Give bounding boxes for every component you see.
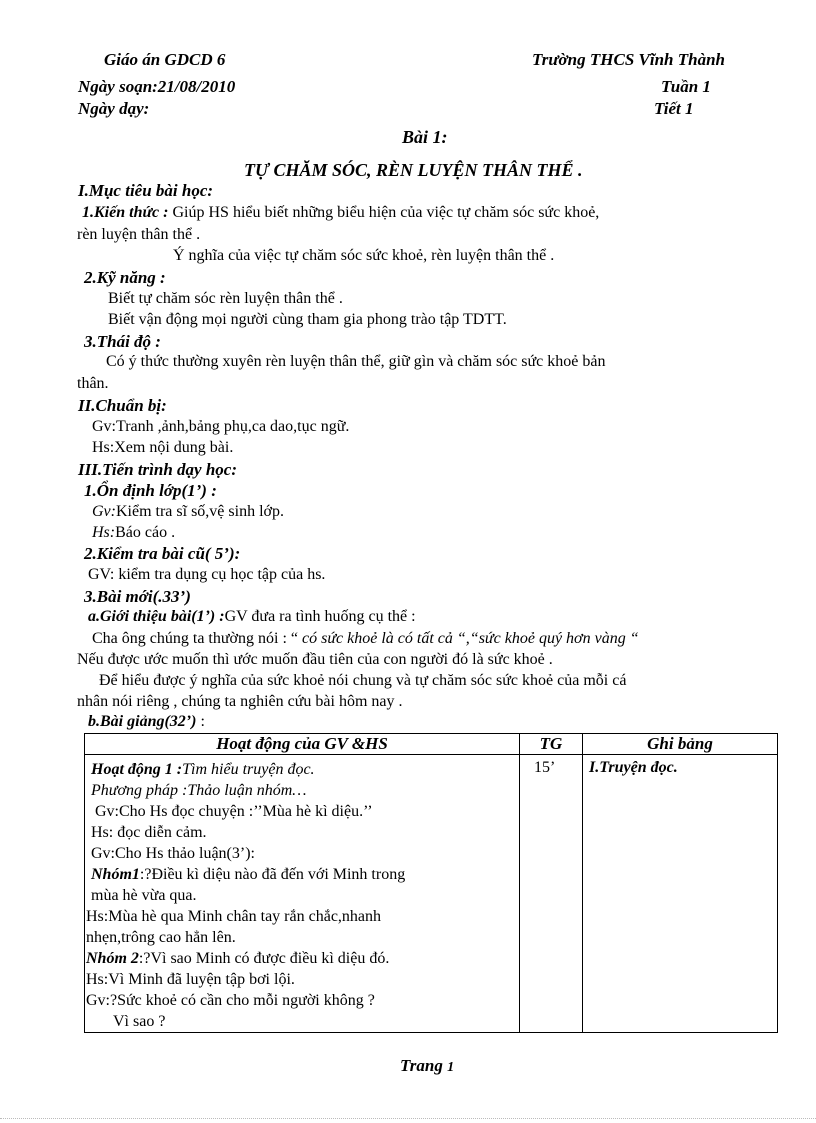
quote-line bbox=[92, 630, 639, 648]
lesson-number: Bài 1: bbox=[402, 127, 448, 147]
stabilize-gv bbox=[92, 503, 284, 521]
preparation-hs: Hs:Xem nội dung bài. bbox=[92, 439, 234, 456]
subject-title: Giáo án GDCD 6 bbox=[104, 50, 226, 69]
school-name: Trường THCS Vĩnh Thành bbox=[532, 50, 726, 69]
preparation-heading: II.Chuẩn bị: bbox=[78, 396, 167, 415]
purpose-line-1: Để hiểu được ý nghĩa của sức khoẻ nói chung và tự chăm sóc sức khoẻ của mỗi cá bbox=[99, 672, 627, 689]
stabilize-gv-text: Kiểm tra sĩ số,vệ sinh lớp. bbox=[115, 503, 284, 520]
objectives-heading: I.Mục tiêu bài học: bbox=[78, 181, 214, 200]
board-text: I.Truyện đọc. bbox=[589, 759, 678, 776]
activity-text: Tìm hiểu truyện đọc. bbox=[182, 761, 315, 778]
group1-text: :?Điều kì diệu nào đã đến với Minh trong bbox=[139, 866, 406, 883]
line-gv-discuss: Gv:Cho Hs thảo luận(3’): bbox=[91, 845, 255, 862]
quote-prefix: Cha ông chúng ta thường nói : “ bbox=[92, 630, 298, 647]
table-header-row bbox=[85, 734, 778, 755]
activity-label: Hoạt động 1 : bbox=[91, 761, 183, 778]
attitude-label: 3.Thái độ : bbox=[84, 332, 161, 351]
lecture-colon: : bbox=[196, 713, 205, 730]
knowledge-line-1 bbox=[82, 204, 599, 222]
col-time-header: TG bbox=[520, 734, 583, 755]
group2-question bbox=[85, 948, 519, 969]
knowledge-text-3: Ý nghĩa của việc tự chăm sóc sức khoẻ, rèn luyện thân thể . bbox=[173, 247, 555, 264]
group1-label: Nhóm1 bbox=[91, 866, 140, 883]
lesson-table bbox=[84, 733, 778, 1033]
col-board-header: Ghi bảng bbox=[583, 734, 778, 755]
group2-label: Nhóm 2 bbox=[86, 950, 139, 967]
prep-date: Ngày soạn:21/08/2010 bbox=[78, 77, 236, 96]
group2-text: :?Vì sao Minh có được điều kì diệu đó. bbox=[138, 950, 390, 967]
skills-text-2: Biết vận động mọi người cùng tham gia phong trào tập TDTT. bbox=[108, 311, 507, 328]
stabilize-label: 1.Ổn định lớp(1’) : bbox=[84, 481, 217, 500]
preparation-gv: Gv:Tranh ,ảnh,bảng phụ,ca dao,tục ngữ. bbox=[92, 418, 350, 435]
process-heading: III.Tiến trình dạy học: bbox=[78, 460, 238, 479]
quote-text: có sức khoẻ là có tất cả “,“sức khoẻ quý hơn vàng “ bbox=[298, 630, 639, 647]
new-lesson-label: 3.Bài mới(.33’) bbox=[84, 587, 191, 606]
stabilize-gv-prefix: Gv: bbox=[92, 503, 116, 520]
attitude-text-2: thân. bbox=[77, 375, 109, 392]
line-hs-read: Hs: đọc diễn cảm. bbox=[91, 824, 207, 841]
hs-answer-1a: Hs:Mùa hè qua Minh chân tay rắn chắc,nhanh bbox=[86, 908, 382, 925]
intro-line bbox=[88, 608, 416, 626]
skills-label: 2.Kỹ năng : bbox=[84, 268, 166, 287]
lecture-line bbox=[88, 713, 205, 731]
hs-answer-1b: nhẹn,trông cao hẳn lên. bbox=[86, 929, 236, 946]
review-text: GV: kiểm tra dụng cụ học tập của hs. bbox=[88, 566, 326, 583]
time-cell bbox=[520, 755, 583, 1033]
hs-answer-2: Hs:Vì Minh đã luyện tập bơi lội. bbox=[86, 971, 295, 988]
intro-label: a.Giới thiệu bài(1’) : bbox=[88, 608, 225, 625]
gv-question-3: Gv:?Sức khoẻ có cần cho mỗi người không ? bbox=[86, 992, 375, 1009]
board-cell bbox=[583, 755, 778, 1033]
method-line: Phương pháp :Thảo luận nhóm… bbox=[91, 782, 307, 799]
group1-question-2: mùa hè vừa qua. bbox=[91, 887, 197, 904]
intro-text: GV đưa ra tình huống cụ thể : bbox=[224, 608, 416, 625]
purpose-line-2: nhân nói riêng , chúng ta nghiên cứu bài hôm nay . bbox=[77, 693, 403, 710]
skills-text-1: Biết tự chăm sóc rèn luyện thân thể . bbox=[108, 290, 343, 307]
lesson-title: TỰ CHĂM SÓC, RÈN LUYỆN THÂN THỂ . bbox=[244, 160, 583, 180]
page-footer bbox=[400, 1056, 454, 1076]
gv-question-3b: Vì sao ? bbox=[113, 1013, 166, 1030]
stabilize-hs-prefix: Hs: bbox=[92, 524, 116, 541]
activity-cell bbox=[85, 755, 520, 1033]
line-gv-read: Gv:Cho Hs đọc chuyện :’’Mùa hè kì diệu.’’ bbox=[95, 803, 373, 820]
review-label: 2.Kiểm tra bài cũ( 5’): bbox=[84, 544, 241, 563]
lecture-label: b.Bài giảng(32’) bbox=[88, 713, 197, 730]
knowledge-text-1: Giúp HS hiểu biết những biểu hiện của việc tự chăm sóc sức khoẻ, bbox=[172, 204, 600, 221]
time-value: 15’ bbox=[534, 759, 556, 776]
page-number: 1 bbox=[447, 1060, 455, 1075]
col-activity-header: Hoạt động của GV &HS bbox=[85, 734, 520, 755]
stabilize-hs bbox=[92, 524, 175, 542]
knowledge-text-2: rèn luyện thân thể . bbox=[77, 226, 201, 243]
teach-date: Ngày dạy: bbox=[78, 99, 150, 118]
knowledge-label: 1.Kiến thức : bbox=[82, 204, 169, 221]
group1-question bbox=[85, 864, 519, 885]
quote-line-2: Nếu được ước muốn thì ước muốn đầu tiên của con người đó là sức khoẻ . bbox=[77, 651, 553, 668]
page-label: Trang bbox=[400, 1056, 443, 1075]
week-label: Tuần 1 bbox=[661, 77, 711, 96]
period-label: Tiết 1 bbox=[654, 99, 694, 118]
stabilize-hs-text: Báo cáo . bbox=[115, 524, 176, 541]
activity-heading bbox=[85, 759, 519, 780]
attitude-text-1: Có ý thức thường xuyên rèn luyện thân thể, giữ gìn và chăm sóc sức khoẻ bản bbox=[106, 353, 606, 370]
page-divider bbox=[0, 1118, 816, 1119]
table-row bbox=[85, 755, 778, 1033]
